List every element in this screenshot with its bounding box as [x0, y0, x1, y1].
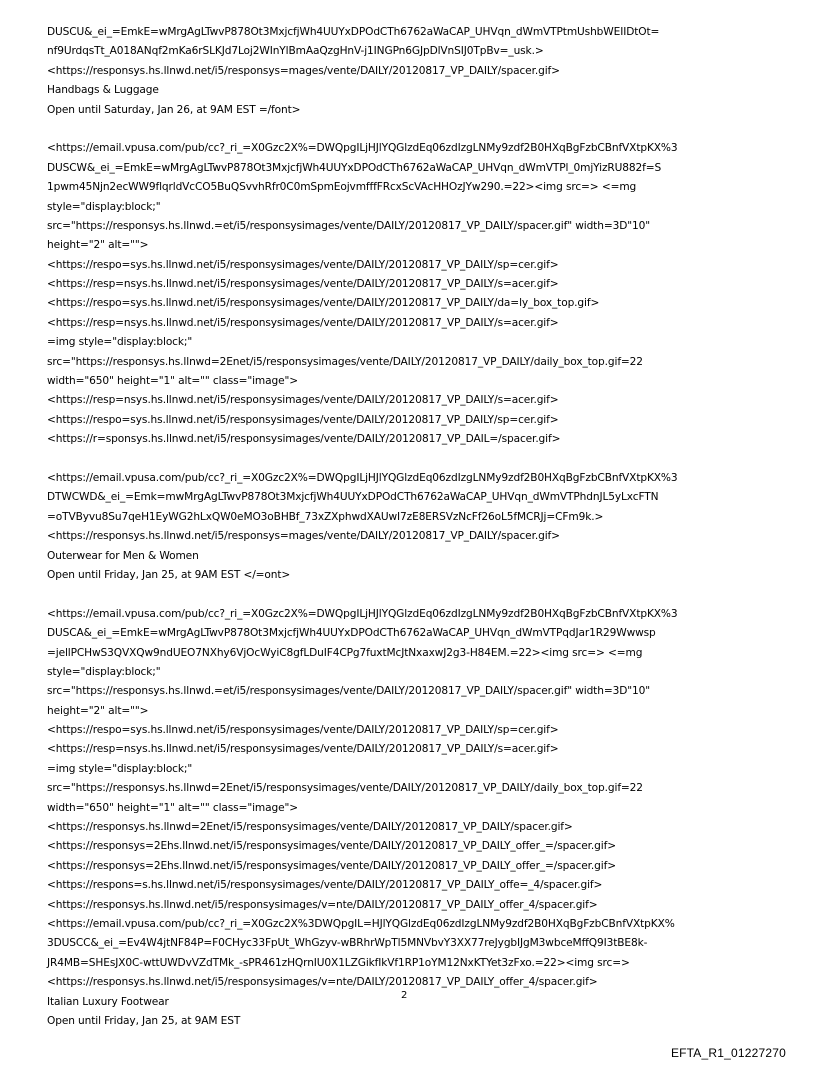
text-line: =img style="display:block;" [47, 762, 193, 775]
text-line: <https://responsys=2Ehs.llnwd.net/i5/responsysimages/vente/DAILY/20120817_VP_DAILY_offer_=/spacer.gif> [47, 859, 616, 872]
text-line: height="2" alt=""> [47, 704, 149, 717]
text-line: =img style="display:block;" [47, 336, 193, 349]
text-line: DTWCWD&_ei_=Emk=mwMrgAgLTwvP878Ot3MxjcfjWh4UUYxDPOdCTh6762aWaCAP_UHVqn_dWmVTPhdnJL5yLxcFTN [47, 491, 659, 504]
text-line: <https://responsys.hs.llnwd.net/i5/responsys=mages/vente/DAILY/20120817_VP_DAILY/spacer.gif> [47, 64, 560, 77]
text-line: <https://responsys.hs.llnwd.net/i5/responsysimages/v=nte/DAILY/20120817_VP_DAILY_offer_4/spacer.gif> [47, 976, 598, 989]
text-line: <https://responsys.hs.llnwd=2Enet/i5/responsysimages/vente/DAILY/20120817_VP_DAILY/spacer.gif> [47, 821, 573, 834]
text-line: <https://respo=sys.hs.llnwd.net/i5/responsysimages/vente/DAILY/20120817_VP_DAILY/da=ly_box_top.gif> [47, 297, 600, 310]
text-line: <https://respons=s.hs.llnwd.net/i5/responsysimages/vente/DAILY/20120817_VP_DAILY_offe=_4/spacer.gif> [47, 879, 603, 892]
text-line: src="https://responsys.hs.llnwd.=et/i5/responsysimages/vente/DAILY/20120817_VP_DAILY/spacer.gif" width=3D"10" [47, 685, 650, 698]
text-line: 1pwm45Njn2ecWW9flqrldVcCO5BuQSvvhRfr0C0mSpmEojvmfffFRcxScVAcHHOzJYw290.=22><img src=> <=mg [47, 181, 637, 194]
text-line: <https://email.vpusa.com/pub/cc?_ri_=X0Gzc2X%=DWQpgILjHJlYQGlzdEq06zdIzgLNMy9zdf2B0HXqBgFzbCBnfVXtpKX%3 [47, 471, 678, 484]
text-line: Open until Friday, Jan 25, at 9AM EST </=ont> [47, 568, 291, 581]
text-line: <https://resp=nsys.hs.llnwd.net/i5/responsysimages/vente/DAILY/20120817_VP_DAILY/s=acer.gif> [47, 394, 559, 407]
text-block [47, 605, 777, 1032]
text-line: Open until Friday, Jan 25, at 9AM EST [47, 1014, 241, 1027]
text-line: src="https://responsys.hs.llnwd=2Enet/i5/responsysimages/vente/DAILY/20120817_VP_DAILY/daily_box_top.gif=22 [47, 355, 643, 368]
text-line: <https://respo=sys.hs.llnwd.net/i5/responsysimages/vente/DAILY/20120817_VP_DAILY/sp=cer.gif> [47, 413, 559, 426]
page-number: 2 [401, 990, 408, 1001]
text-line: <https://responsys.hs.llnwd.net/i5/responsys=mages/vente/DAILY/20120817_VP_DAILY/spacer.gif> [47, 530, 560, 543]
text-line: =oTVByvu8Su7qeH1EyWG2hLxQW0eMO3oBHBf_73xZXphwdXAUwI7zE8ERSVzNcFf26oL5fMCRJj=CFm9k.> [47, 510, 604, 523]
text-line: <https://resp=nsys.hs.llnwd.net/i5/responsysimages/vente/DAILY/20120817_VP_DAILY/s=acer.gif> [47, 278, 559, 291]
text-line: <https://resp=nsys.hs.llnwd.net/i5/responsysimages/vente/DAILY/20120817_VP_DAILY/s=acer.gif> [47, 316, 559, 329]
section-title: Outerwear for Men & Women [47, 549, 199, 562]
text-line: <https://responsys=2Ehs.llnwd.net/i5/responsysimages/vente/DAILY/20120817_VP_DAILY_offer_=/spacer.gif> [47, 840, 616, 853]
section-title: Italian Luxury Footwear [47, 995, 169, 1008]
text-line: width="650" height="1" alt="" class="image"> [47, 801, 298, 814]
text-line: <https://respo=sys.hs.llnwd.net/i5/responsysimages/vente/DAILY/20120817_VP_DAILY/sp=cer.gif> [47, 724, 559, 737]
text-line: height="2" alt=""> [47, 239, 149, 252]
text-line: style="display:block;" [47, 200, 161, 213]
bates-number: EFTA_R1_01227270 [670, 1046, 786, 1060]
text-line: style="display:block;" [47, 665, 161, 678]
text-line: src="https://responsys.hs.llnwd.=et/i5/responsysimages/vente/DAILY/20120817_VP_DAILY/spacer.gif" width=3D"10" [47, 219, 650, 232]
section-title: Handbags & Luggage [47, 84, 159, 97]
text-line: <https://r=sponsys.hs.llnwd.net/i5/responsysimages/vente/DAILY/20120817_VP_DAIL=/spacer.gif> [47, 433, 561, 446]
text-block [47, 139, 777, 449]
text-line: DUSCW&_ei_=EmkE=wMrgAgLTwvP878Ot3MxjcfjWh4UUYxDPOdCTh6762aWaCAP_UHVqn_dWmVTPl_0mjYizRU882f=S [47, 161, 662, 174]
text-line: <https://email.vpusa.com/pub/cc?_ri_=X0Gzc2X%=DWQpgILjHJlYQGlzdEq06zdIzgLNMy9zdf2B0HXqBgFzbCBnfVXtpKX%3 [47, 607, 678, 620]
text-line: 3DUSCC&_ei_=Ev4W4jtNF84P=F0CHyc33FpUt_WhGzyv-wBRhrWpTl5MNVbvY3XX77reJygbIJgM3wbceMffQ9I3tBE8k- [47, 937, 648, 950]
text-line: JR4MB=SHEsJX0C-wttUWDvVZdTMk_-sPR461zHQrnIU0X1LZGikfIkVf1RP1oYM12NxKTYet3zFxo.=22><img src=> [47, 956, 630, 969]
email-text-body [47, 23, 777, 1031]
text-line: width="650" height="1" alt="" class="image"> [47, 375, 298, 388]
text-line: DUSCU&_ei_=EmkE=wMrgAgLTwvP878Ot3MxjcfjWh4UUYxDPOdCTh6762aWaCAP_UHVqn_dWmVTPtmUshbWEIIDtOt= [47, 26, 660, 38]
text-line: <https://responsys.hs.llnwd.net/i5/responsysimages/v=nte/DAILY/20120817_VP_DAILY_offer_4/spacer.gif> [47, 898, 598, 911]
text-block [47, 469, 777, 585]
text-line: src="https://responsys.hs.llnwd=2Enet/i5/responsysimages/vente/DAILY/20120817_VP_DAILY/daily_box_top.gif=22 [47, 782, 643, 795]
text-block [47, 23, 777, 120]
text-line: DUSCA&_ei_=EmkE=wMrgAgLTwvP878Ot3MxjcfjWh4UUYxDPOdCTh6762aWaCAP_UHVqn_dWmVTPqdJar1R29Wwwsp [47, 627, 656, 640]
text-line: <https://resp=nsys.hs.llnwd.net/i5/responsysimages/vente/DAILY/20120817_VP_DAILY/s=acer.gif> [47, 743, 559, 756]
text-line: <https://email.vpusa.com/pub/cc?_ri_=X0Gzc2X%3DWQpgIL=HJlYQGlzdEq06zdIzgLNMy9zdf2B0HXqBgFzbCBnfVXtpKX% [47, 917, 675, 930]
text-line: Open until Saturday, Jan 26, at 9AM EST =/font> [47, 103, 301, 116]
text-line: nf9UrdqsTt_A018ANqf2mKa6rSLKJd7Loj2WInYlBmAaQzgHnV-j1INGPn6GJpDlVnSIJ0TpBv=_usk.> [47, 45, 544, 58]
text-line: =jellPCHwS3QVXQw9ndUEO7NXhy6VjOcWyiC8gfLDuIF4CPg7fuxtMcJtNxaxwJ2g3-H84EM.=22><img src=> <=mg [47, 646, 643, 659]
text-line: <https://respo=sys.hs.llnwd.net/i5/responsysimages/vente/DAILY/20120817_VP_DAILY/sp=cer.gif> [47, 258, 559, 271]
text-line: <https://email.vpusa.com/pub/cc?_ri_=X0Gzc2X%=DWQpgILjHJlYQGlzdEq06zdIzgLNMy9zdf2B0HXqBgFzbCBnfVXtpKX%3 [47, 142, 678, 155]
